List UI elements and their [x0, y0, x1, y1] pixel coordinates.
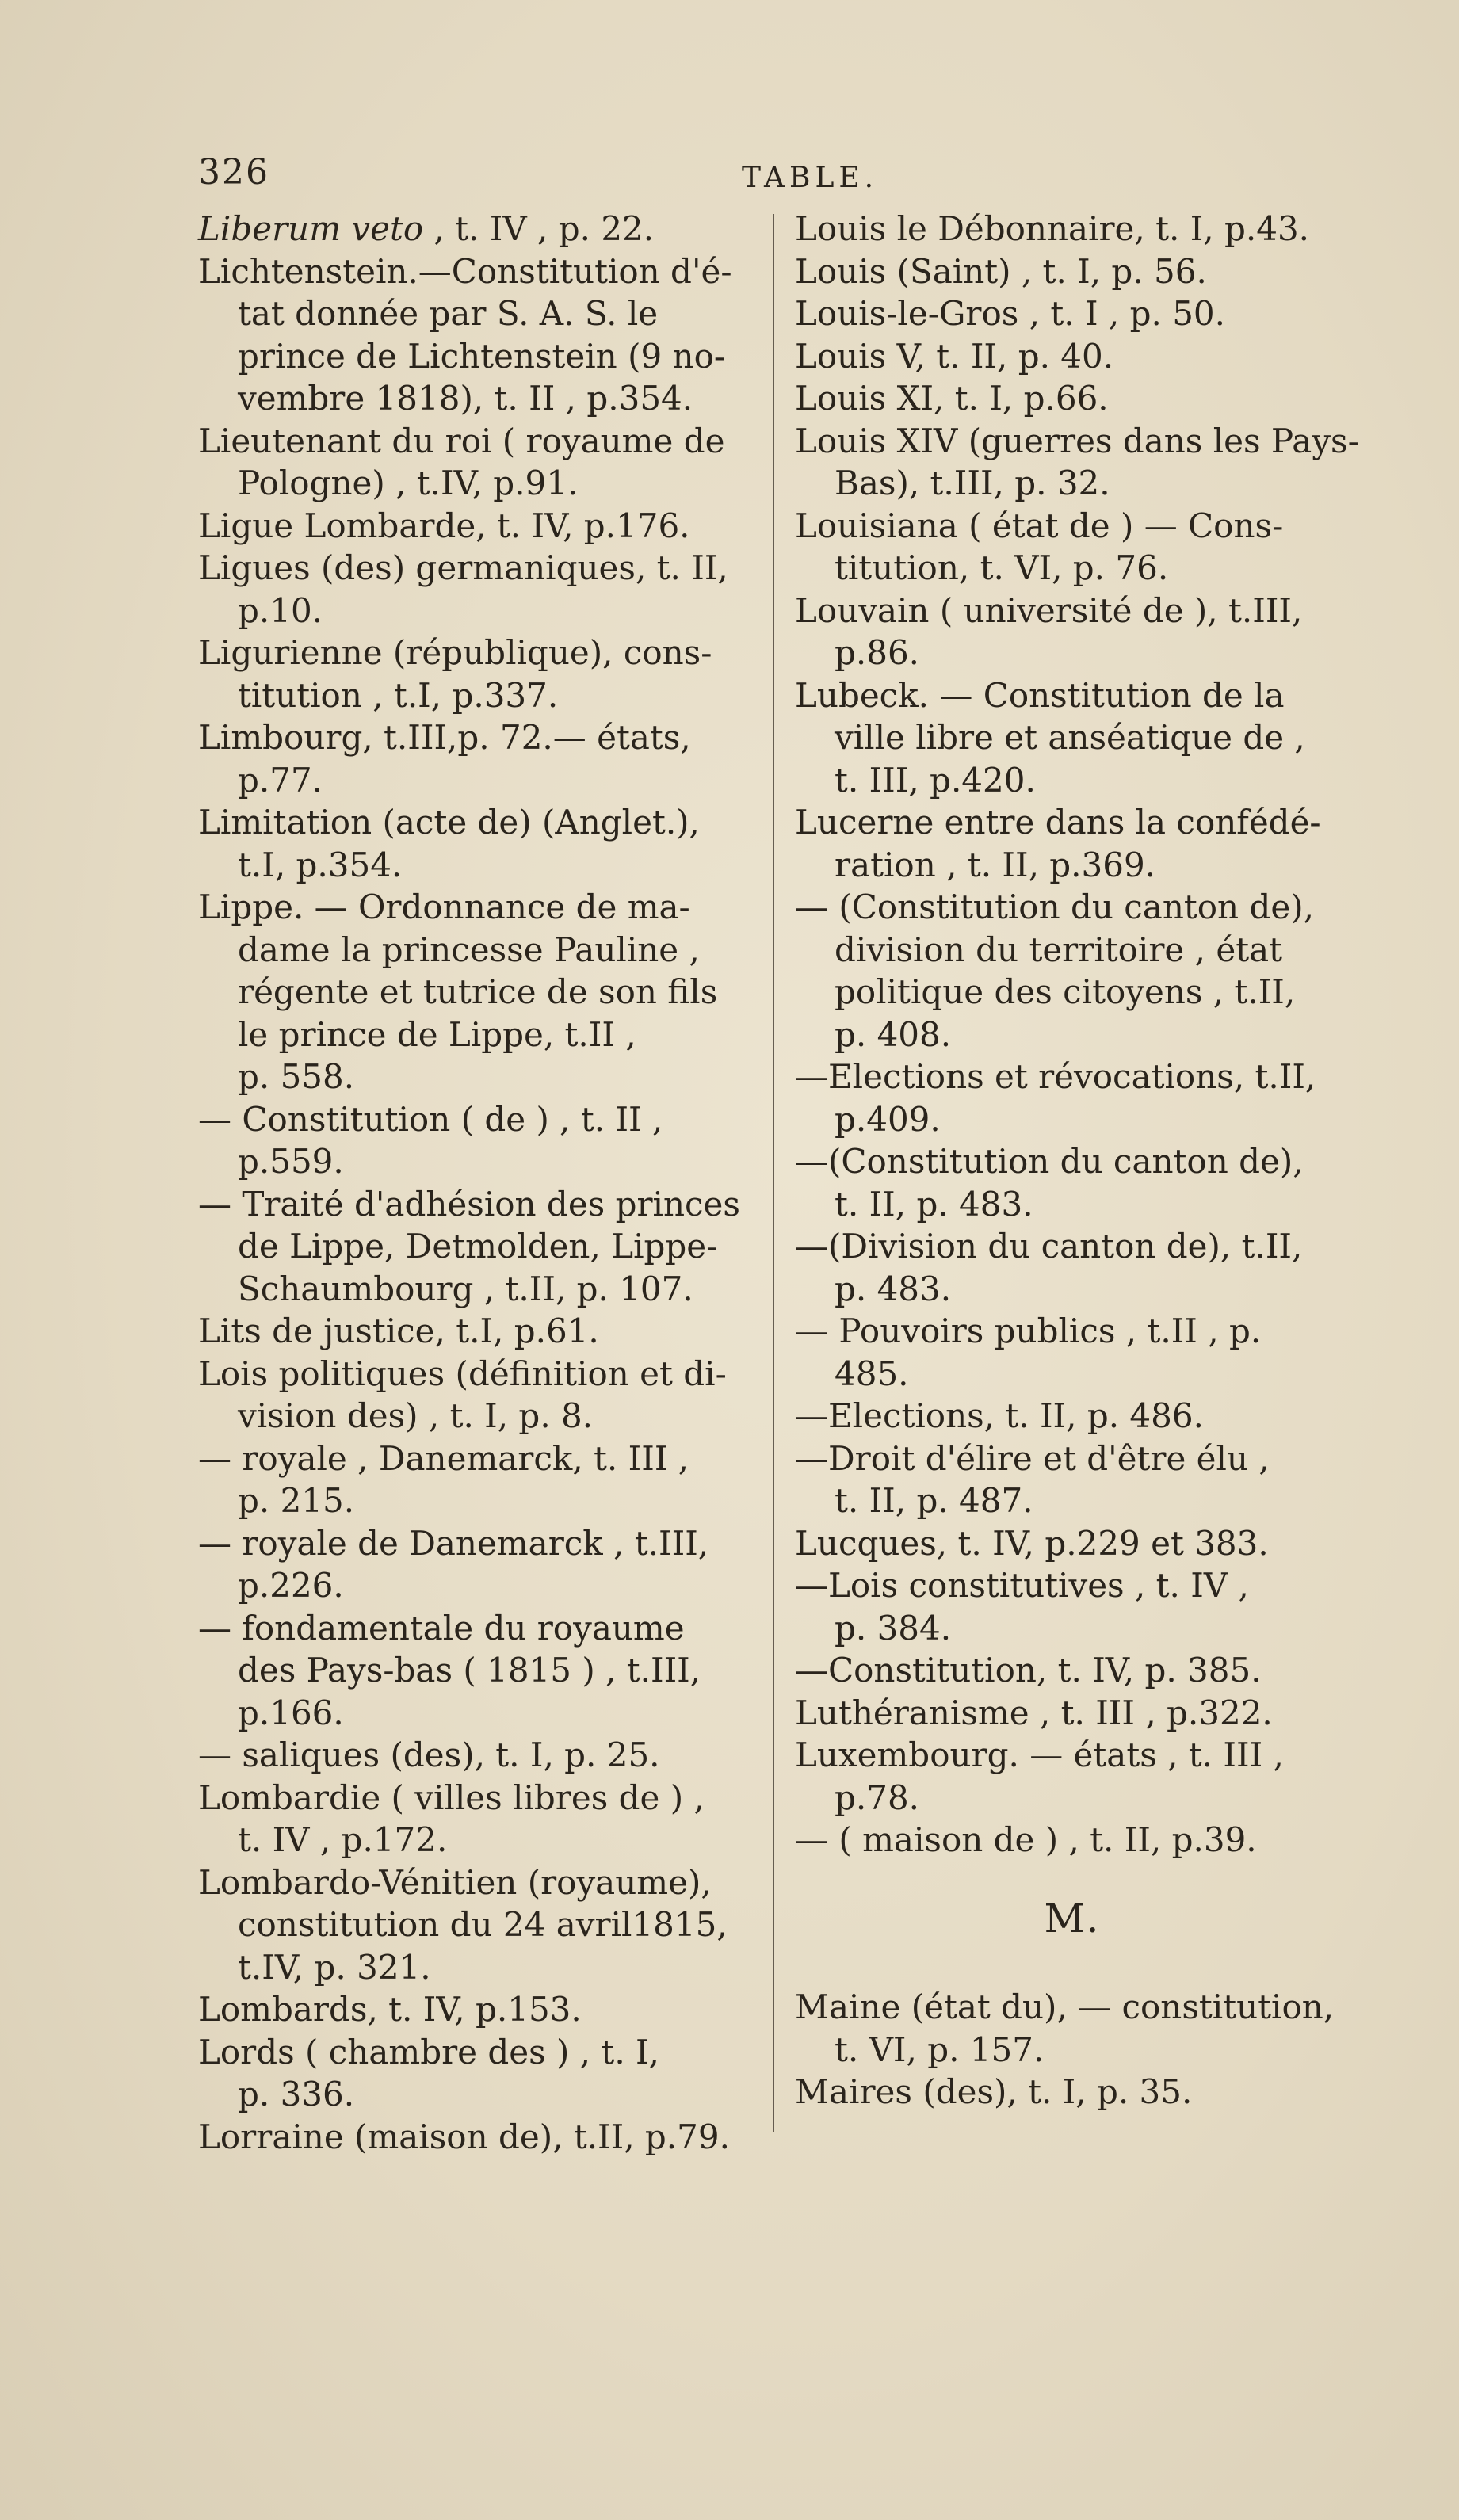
index-entry-line: ville libre et anséatique de ,	[835, 718, 1305, 757]
index-entry-line: le prince de Lippe, t.II ,	[238, 1014, 636, 1054]
index-entry-line: Lombards, t. IV, p.153.	[198, 1990, 582, 2029]
index-entry-line: — (Constitution du canton de),	[795, 888, 1314, 926]
index-entry-line: tat donnée par S. A. S. le	[238, 294, 659, 333]
index-entry-line: Lombardie ( villes libres de ) ,	[198, 1777, 705, 1817]
index-entry-line: Ligues (des) germaniques, t. II,	[198, 548, 728, 587]
index-entry-line: Bas), t.III, p. 32.	[835, 464, 1110, 502]
index-column-right	[795, 208, 1359, 2113]
index-entry-line: —Lois constitutives , t. IV ,	[795, 1566, 1249, 1605]
index-entry-line: Lits de justice, t.I, p.61.	[198, 1312, 599, 1350]
index-entry-line: t. IV , p.172.	[238, 1820, 448, 1859]
index-entry-line: constitution du 24 avril1815,	[238, 1905, 728, 1944]
index-entry-line: t. II, p. 483.	[835, 1184, 1033, 1224]
index-entry-line: — ( maison de ) , t. II, p.39.	[795, 1820, 1257, 1859]
index-entry-line: Luxembourg. — états , t. III ,	[795, 1735, 1284, 1774]
index-entry-line: p.409.	[835, 1099, 941, 1139]
index-entry-line: — fondamentale du royaume	[198, 1608, 685, 1648]
index-entry-line: Lucques, t. IV, p.229 et 383.	[795, 1523, 1269, 1563]
index-entry-line: —Droit d'élire et d'être élu ,	[795, 1438, 1270, 1478]
index-entry-line: p.559.	[238, 1142, 344, 1181]
index-entry-line: Lubeck. — Constitution de la	[795, 675, 1285, 715]
index-entry-line: Lucerne entre dans la confédé-	[795, 803, 1321, 842]
index-entry-line: p. 408.	[835, 1014, 952, 1054]
index-entry-line: —(Division du canton de), t.II,	[795, 1227, 1303, 1266]
index-entry-line: —Constitution, t. IV, p. 385.	[795, 1651, 1262, 1690]
index-entry-line: p. 215.	[238, 1481, 355, 1520]
index-entry-line: Louis (Saint) , t. I, p. 56.	[795, 251, 1207, 291]
index-entry-line: — Constitution ( de ) , t. II ,	[198, 1099, 663, 1139]
index-entry-line: p. 483.	[835, 1269, 952, 1308]
index-entry-line: Lippe. — Ordonnance de ma-	[198, 888, 690, 926]
index-entry-line: Ligue Lombarde, t. IV, p.176.	[198, 506, 690, 545]
index-entry-line: t. III, p.420.	[835, 760, 1036, 800]
index-entry-line: 485.	[835, 1354, 909, 1393]
index-entry-line: — royale de Danemarck , t.III,	[198, 1523, 709, 1563]
index-entry-line: p.226.	[238, 1566, 344, 1605]
index-entry-line: Schaumbourg , t.II, p. 107.	[238, 1269, 693, 1308]
page-number: 326	[198, 152, 269, 193]
index-entry-line: régente et tutrice de son fils	[238, 972, 718, 1011]
index-entry-line: des Pays-bas ( 1815 ) , t.III,	[238, 1651, 701, 1690]
index-entry-line: dame la princesse Pauline ,	[238, 930, 700, 969]
index-entry-line: Louis XIV (guerres dans les Pays-	[795, 421, 1359, 460]
index-entry-line: Pologne) , t.IV, p.91.	[238, 464, 579, 502]
index-entry-line: t. VI, p. 157.	[835, 2029, 1045, 2069]
index-entry-line: Lorraine (maison de), t.II, p.79.	[198, 2117, 730, 2156]
index-entry-line: p. 336.	[238, 2075, 355, 2113]
index-entry-line: Ligurienne (république), cons-	[198, 633, 712, 672]
index-entry-line: Lichtenstein.—Constitution d'é-	[198, 251, 732, 291]
running-head: TABLE.	[742, 162, 879, 194]
index-entry-line: p.86.	[835, 633, 920, 672]
column-divider	[773, 214, 774, 2132]
index-entry-line: —Elections, t. II, p. 486.	[795, 1396, 1204, 1435]
index-entry-line: titution , t.I, p.337.	[238, 675, 559, 715]
index-section-m	[795, 1986, 1350, 2113]
index-column-left	[198, 208, 757, 2158]
index-entry-line: titution, t. VI, p. 76.	[835, 548, 1169, 587]
index-entry-line: p.77.	[238, 760, 323, 800]
index-entry-line: Lords ( chambre des ) , t. I,	[198, 2032, 659, 2071]
index-entry-line: Lombardo-Vénitien (royaume),	[198, 1862, 712, 1902]
index-entry-line: t.I, p.354.	[238, 845, 403, 884]
index-entry-line: —Elections et révocations, t.II,	[795, 1057, 1316, 1096]
index-entry-line: p.10.	[238, 590, 323, 630]
index-entry-line: Luthéranisme , t. III , p.322.	[795, 1693, 1273, 1732]
index-entry-line: Louis-le-Gros , t. I , p. 50.	[795, 294, 1226, 333]
index-entry-line: — Traité d'adhésion des princes	[198, 1184, 740, 1224]
index-entry-line: p. 384.	[835, 1608, 952, 1648]
index-entry-line: t.IV, p. 321.	[238, 1947, 431, 1987]
index-entry-line: Louis le Débonnaire, t. I, p.43.	[795, 209, 1310, 248]
index-entry-line: de Lippe, Detmolden, Lippe-	[238, 1227, 718, 1266]
index-entry-line: p.78.	[835, 1777, 920, 1817]
index-entry-line: prince de Lichtenstein (9 no-	[238, 336, 726, 376]
index-entry-line: p. 558.	[238, 1057, 355, 1096]
index-entry-line: Maine (état du), — constitution,	[795, 1987, 1335, 2026]
index-entry-line: t. II, p. 487.	[835, 1481, 1033, 1520]
index-entry-line: Liberum veto , t. IV , p. 22.	[198, 209, 655, 248]
index-entry-line: — saliques (des), t. I, p. 25.	[198, 1735, 660, 1774]
index-entry-line: Louis V, t. II, p. 40.	[795, 336, 1114, 376]
index-entry-line: Limbourg, t.III,p. 72.— états,	[198, 718, 691, 757]
index-entry-line: vision des) , t. I, p. 8.	[238, 1396, 594, 1435]
index-entry-line: Lois politiques (définition et di-	[198, 1354, 727, 1393]
index-entry-line: Louisiana ( état de ) — Cons-	[795, 506, 1284, 545]
index-entry-line: —(Constitution du canton de),	[795, 1142, 1304, 1181]
index-entry-line: politique des citoyens , t.II,	[835, 972, 1296, 1011]
index-entry-line: — royale , Danemarck, t. III ,	[198, 1438, 689, 1478]
index-entry-line: Maires (des), t. I, p. 35.	[795, 2072, 1193, 2111]
index-entry-line: ration , t. II, p.369.	[835, 845, 1156, 884]
index-entry-line: Lieutenant du roi ( royaume de	[198, 421, 725, 460]
index-entry-line: p.166.	[238, 1693, 344, 1732]
index-entry-line: Limitation (acte de) (Anglet.),	[198, 803, 700, 842]
index-entry-line: vembre 1818), t. II , p.354.	[238, 379, 693, 418]
index-entry-line: Louis XI, t. I, p.66.	[795, 379, 1109, 418]
index-entry-line: division du territoire , état	[835, 930, 1282, 969]
index-section-l	[795, 208, 1359, 1861]
index-entry-line: — Pouvoirs publics , t.II , p.	[795, 1312, 1262, 1350]
letter-heading: M.	[1044, 1895, 1101, 1942]
index-entry-line: Louvain ( université de ), t.III,	[795, 590, 1303, 630]
